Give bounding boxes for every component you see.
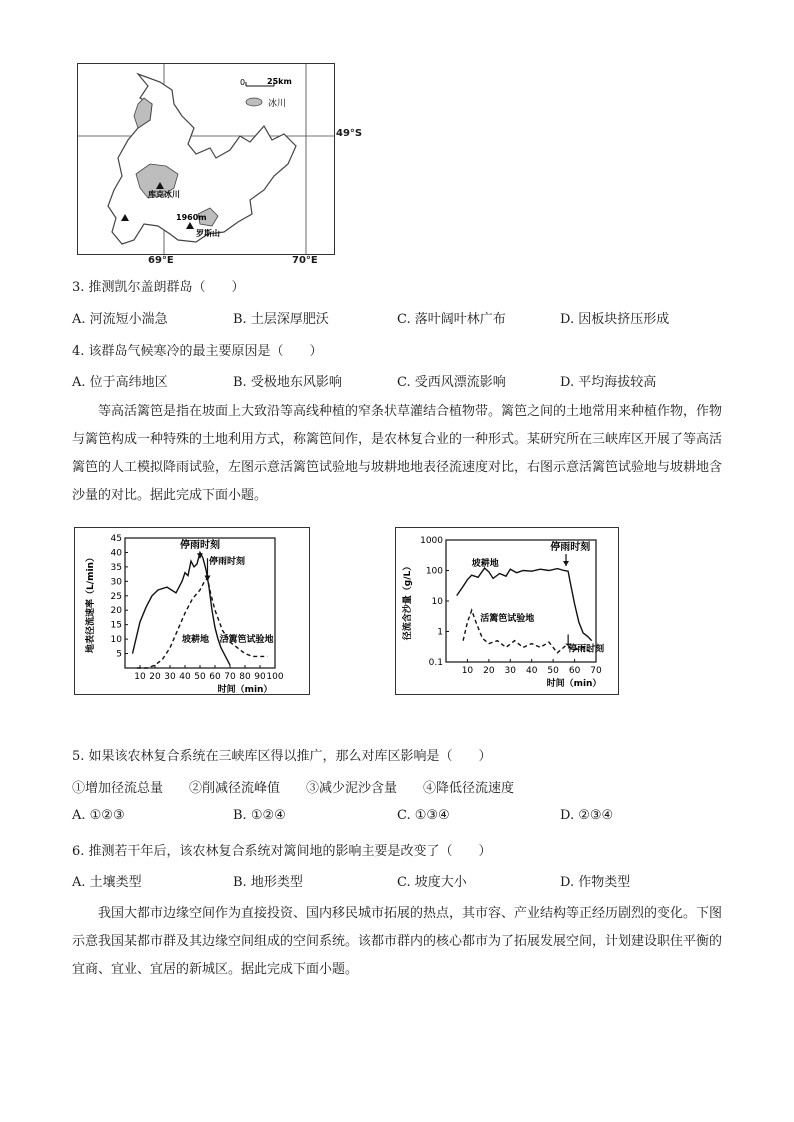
y-tick-label: 25 — [110, 591, 122, 602]
x-tick-label: 80 — [239, 672, 251, 682]
annotation-stop-rain-2: 停雨时刻 — [568, 644, 605, 655]
arrowhead-stop-rain-1 — [563, 561, 569, 566]
q3-option-a[interactable]: A. 河流短小湍急 — [72, 312, 168, 327]
x-tick-label: 30 — [504, 666, 517, 676]
x-tick-label: 60 — [209, 672, 221, 682]
q3-option-d[interactable]: D. 因板块挤压形成 — [560, 312, 670, 327]
q6-option-b[interactable]: B. 地形类型 — [233, 875, 303, 890]
x-tick-label: 40 — [179, 672, 191, 682]
q5-stem: 5. 如果该农林复合系统在三峡库区得以推广，那么对库区影响是（ ） — [72, 749, 492, 764]
scale-zero: 0 — [240, 78, 246, 87]
peak-name: 罗斯山 — [196, 229, 220, 238]
y-tick-label: 15 — [110, 620, 122, 631]
y-tick-label: 40 — [110, 548, 122, 559]
q4-stem: 4. 该群岛气候寒冷的最主要原因是（ ） — [72, 344, 323, 359]
series-line-slope-farmland — [133, 552, 231, 665]
y-tick-label: 10 — [431, 597, 443, 607]
place-glacier: 库克冰川 — [148, 190, 180, 199]
q5-option-a[interactable]: A. ①②③ — [72, 808, 125, 823]
annotation-stop-rain-2: 停雨时刻 — [209, 557, 246, 567]
q6-option-d[interactable]: D. 作物类型 — [560, 875, 631, 890]
q4-option-d[interactable]: D. 平均海拔较高 — [560, 375, 657, 390]
y-tick-label: 10 — [110, 635, 122, 646]
series-label-slope-farmland: 坡耕地 — [182, 635, 210, 645]
passage-contour-hedgerow: 等高活篱笆是指在坡面上大致沿等高线种植的窄条状草灌结合植物带。篱笆之间的土地常用来种植作物，作物与篱笆构成一种特殊的土地利用方式，称篱笆间作，是农林复合业的一种形式。某研究所在三峡库区开展了等高活篱笆的人工模拟降雨试验，左图示意活篱笆试验地与坡耕地地表径流速度对比，右图示意活篱笆试验地与坡耕地含沙量的对比。据此完成下面小题。 — [72, 404, 723, 503]
x-axis-label: 时间（min） — [217, 685, 273, 694]
q6-option-c[interactable]: C. 坡度大小 — [397, 875, 467, 890]
series-label-slope-farmland: 坡耕地 — [471, 559, 499, 570]
q4-option-a[interactable]: A. 位于高纬地区 — [72, 375, 168, 390]
q3-option-b[interactable]: B. 土层深厚肥沃 — [233, 312, 329, 327]
x-tick-label: 90 — [254, 672, 266, 682]
kerguelen-map — [77, 63, 335, 255]
x-tick-label: 60 — [568, 666, 581, 676]
x-tick-label: 20 — [149, 672, 161, 682]
scale-label: 25km — [267, 77, 292, 86]
q6-option-a[interactable]: A. 土壤类型 — [72, 875, 142, 890]
y-tick-label: 1000 — [420, 536, 443, 546]
lon-label-right: 70°E — [292, 255, 318, 266]
x-tick-label: 30 — [164, 672, 176, 682]
q3-option-c[interactable]: C. 落叶阔叶林广布 — [397, 312, 506, 327]
q4-option-c[interactable]: C. 受西风漂流影响 — [397, 375, 506, 390]
q5-option-d[interactable]: D. ②③④ — [560, 808, 614, 823]
q6-stem: 6. 推测若干年后，该农林复合系统对篱间地的影响主要是改变了（ ） — [72, 844, 492, 859]
y-axis-label: 径流含沙量（g/L） — [403, 561, 413, 641]
series-label-hedgerow: 活篱笆试验地 — [219, 635, 274, 645]
x-tick-label: 50 — [194, 672, 206, 682]
x-tick-label: 10 — [461, 666, 474, 676]
x-axis-label: 时间（min） — [546, 679, 602, 689]
q4-option-b[interactable]: B. 受极地东风影响 — [233, 375, 342, 390]
legend-glacier-label: 冰川 — [268, 99, 287, 109]
lat-label: 49°S — [336, 128, 363, 139]
q3-stem: 3. 推测凯尔盖朗群岛（ ） — [72, 280, 245, 295]
passage-urban-fringe: 我国大都市边缘空间作为直接投资、国内移民城市拓展的热点，其市容、产业结构等正经历剧烈的变化。下图示意我国某都市群及其边缘空间组成的空间系统。该都市群内的核心都市为了拓展发展空间，计划建设职住平衡的宜商、宜业、宜居的新城区。据此完成下面小题。 — [72, 906, 723, 977]
x-tick-label: 50 — [547, 666, 559, 676]
x-tick-label: 20 — [483, 666, 495, 676]
runoff-velocity-chart — [74, 527, 310, 695]
y-tick-label: 0.1 — [428, 658, 443, 668]
y-tick-label: 30 — [110, 577, 122, 588]
q5-option-b[interactable]: B. ①②④ — [233, 808, 286, 823]
series-line-slope-farmland — [457, 568, 592, 641]
legend-glacier-swatch — [246, 98, 262, 106]
sediment-concentration-chart — [395, 527, 619, 695]
y-axis-label: 地表径流速率（L/min） — [86, 553, 96, 653]
y-tick-label: 20 — [110, 606, 122, 617]
x-tick-label: 70 — [590, 666, 602, 676]
map-svg — [78, 64, 334, 254]
x-tick-label: 10 — [134, 672, 146, 682]
x-tick-label: 100 — [266, 672, 284, 682]
runoff-velocity-svg — [75, 528, 309, 694]
arrowhead-stop-rain-2 — [205, 576, 211, 582]
series-label-hedgerow: 活篱笆试验地 — [480, 614, 535, 625]
y-tick-label: 45 — [110, 534, 122, 544]
x-tick-label: 70 — [224, 672, 236, 682]
y-tick-label: 35 — [110, 562, 122, 573]
peak-elevation: 1960m — [176, 213, 207, 222]
annotation-stop-rain-1: 停雨时刻 — [550, 542, 591, 553]
q5-option-c[interactable]: C. ①③④ — [397, 808, 450, 823]
y-tick-label: 5 — [116, 649, 122, 660]
y-tick-label: 1 — [437, 627, 443, 638]
y-tick-label: 100 — [425, 566, 443, 577]
sediment-concentration-svg — [396, 528, 618, 694]
lon-label-left: 69°E — [148, 255, 174, 266]
q5-statements: ①增加径流总量 ②削减径流峰值 ③减少泥沙含量 ④降低径流速度 — [72, 781, 515, 796]
annotation-stop-rain-1: 停雨时刻 — [180, 540, 220, 551]
x-tick-label: 40 — [525, 666, 538, 676]
